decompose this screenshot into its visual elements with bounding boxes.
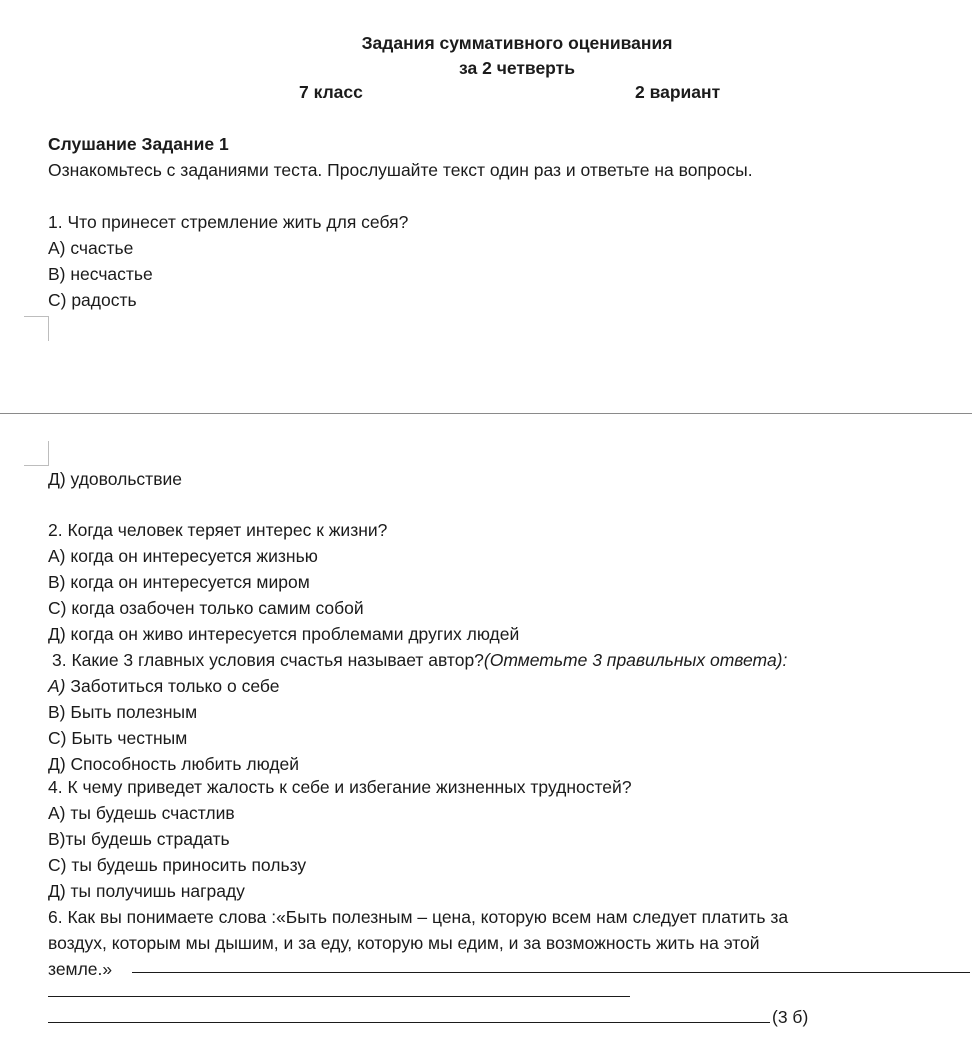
q2-option-a: А) когда он интересуется жизнью — [48, 546, 318, 566]
question-3-text: 3. Какие 3 главных условия счастья называет автор? — [52, 650, 484, 670]
q2-option-d: Д) когда он живо интересуется проблемами других людей — [48, 624, 520, 644]
q3-option-a — [48, 673, 279, 699]
document-title — [0, 31, 972, 81]
variant-label: 2 вариант — [635, 82, 721, 102]
question-6-line-2: воздух, которым мы дышим, и за еду, которую мы едим, и за возможность жить на этой — [48, 933, 760, 953]
q3-option-c: С) Быть честным — [48, 728, 188, 748]
q4-option-d: Д) ты получишь награду — [48, 881, 245, 901]
q1-option-d: Д) удовольствие — [48, 469, 183, 489]
q1-option-c: С) радость — [48, 290, 137, 310]
question-6-line-3: земле.» — [48, 959, 113, 979]
question-4: 4. К чему приведет жалость к себе и избегание жизненных трудностей? — [48, 777, 632, 797]
question-1: 1. Что принесет стремление жить для себя? — [48, 212, 409, 232]
q4-option-c: С) ты будешь приносить пользу — [48, 855, 307, 875]
q3-option-a-text: Заботиться только о себе — [70, 676, 280, 696]
q4-option-b: В)ты будешь страдать — [48, 829, 230, 849]
answer-line — [48, 996, 630, 997]
q3-option-a-prefix: А) — [48, 676, 66, 696]
title-line-1: Задания суммативного оценивания — [361, 33, 673, 53]
question-3-hint: (Отметьте 3 правильных ответа): — [483, 650, 788, 670]
page-break — [0, 413, 972, 414]
q3-option-d: Д) Способность любить людей — [48, 754, 300, 774]
question-6-line-1: 6. Как вы понимаете слова :«Быть полезным – цена, которую всем нам следует платить за — [48, 907, 789, 927]
q4-option-a: А) ты будешь счастлив — [48, 803, 235, 823]
q2-option-c: С) когда озабочен только самим собой — [48, 598, 364, 618]
instructions: Ознакомьтесь с заданиями теста. Прослушайте текст один раз и ответьте на вопросы. — [48, 160, 753, 180]
title-line-2: за 2 четверть — [459, 58, 575, 78]
answer-line — [132, 972, 970, 973]
q1-option-b: В) несчастье — [48, 264, 153, 284]
page-corner-mark — [24, 441, 49, 466]
question-3 — [52, 647, 787, 673]
page-corner-mark — [24, 316, 49, 341]
question-2: 2. Когда человек теряет интерес к жизни? — [48, 520, 388, 540]
q2-option-b: В) когда он интересуется миром — [48, 572, 310, 592]
grade-label: 7 класс — [299, 82, 363, 102]
score-label: (3 б) — [772, 1007, 809, 1027]
q3-option-b: В) Быть полезным — [48, 702, 198, 722]
answer-line — [48, 1022, 770, 1023]
section-heading: Слушание Задание 1 — [48, 134, 229, 154]
q1-option-a: А) счастье — [48, 238, 134, 258]
